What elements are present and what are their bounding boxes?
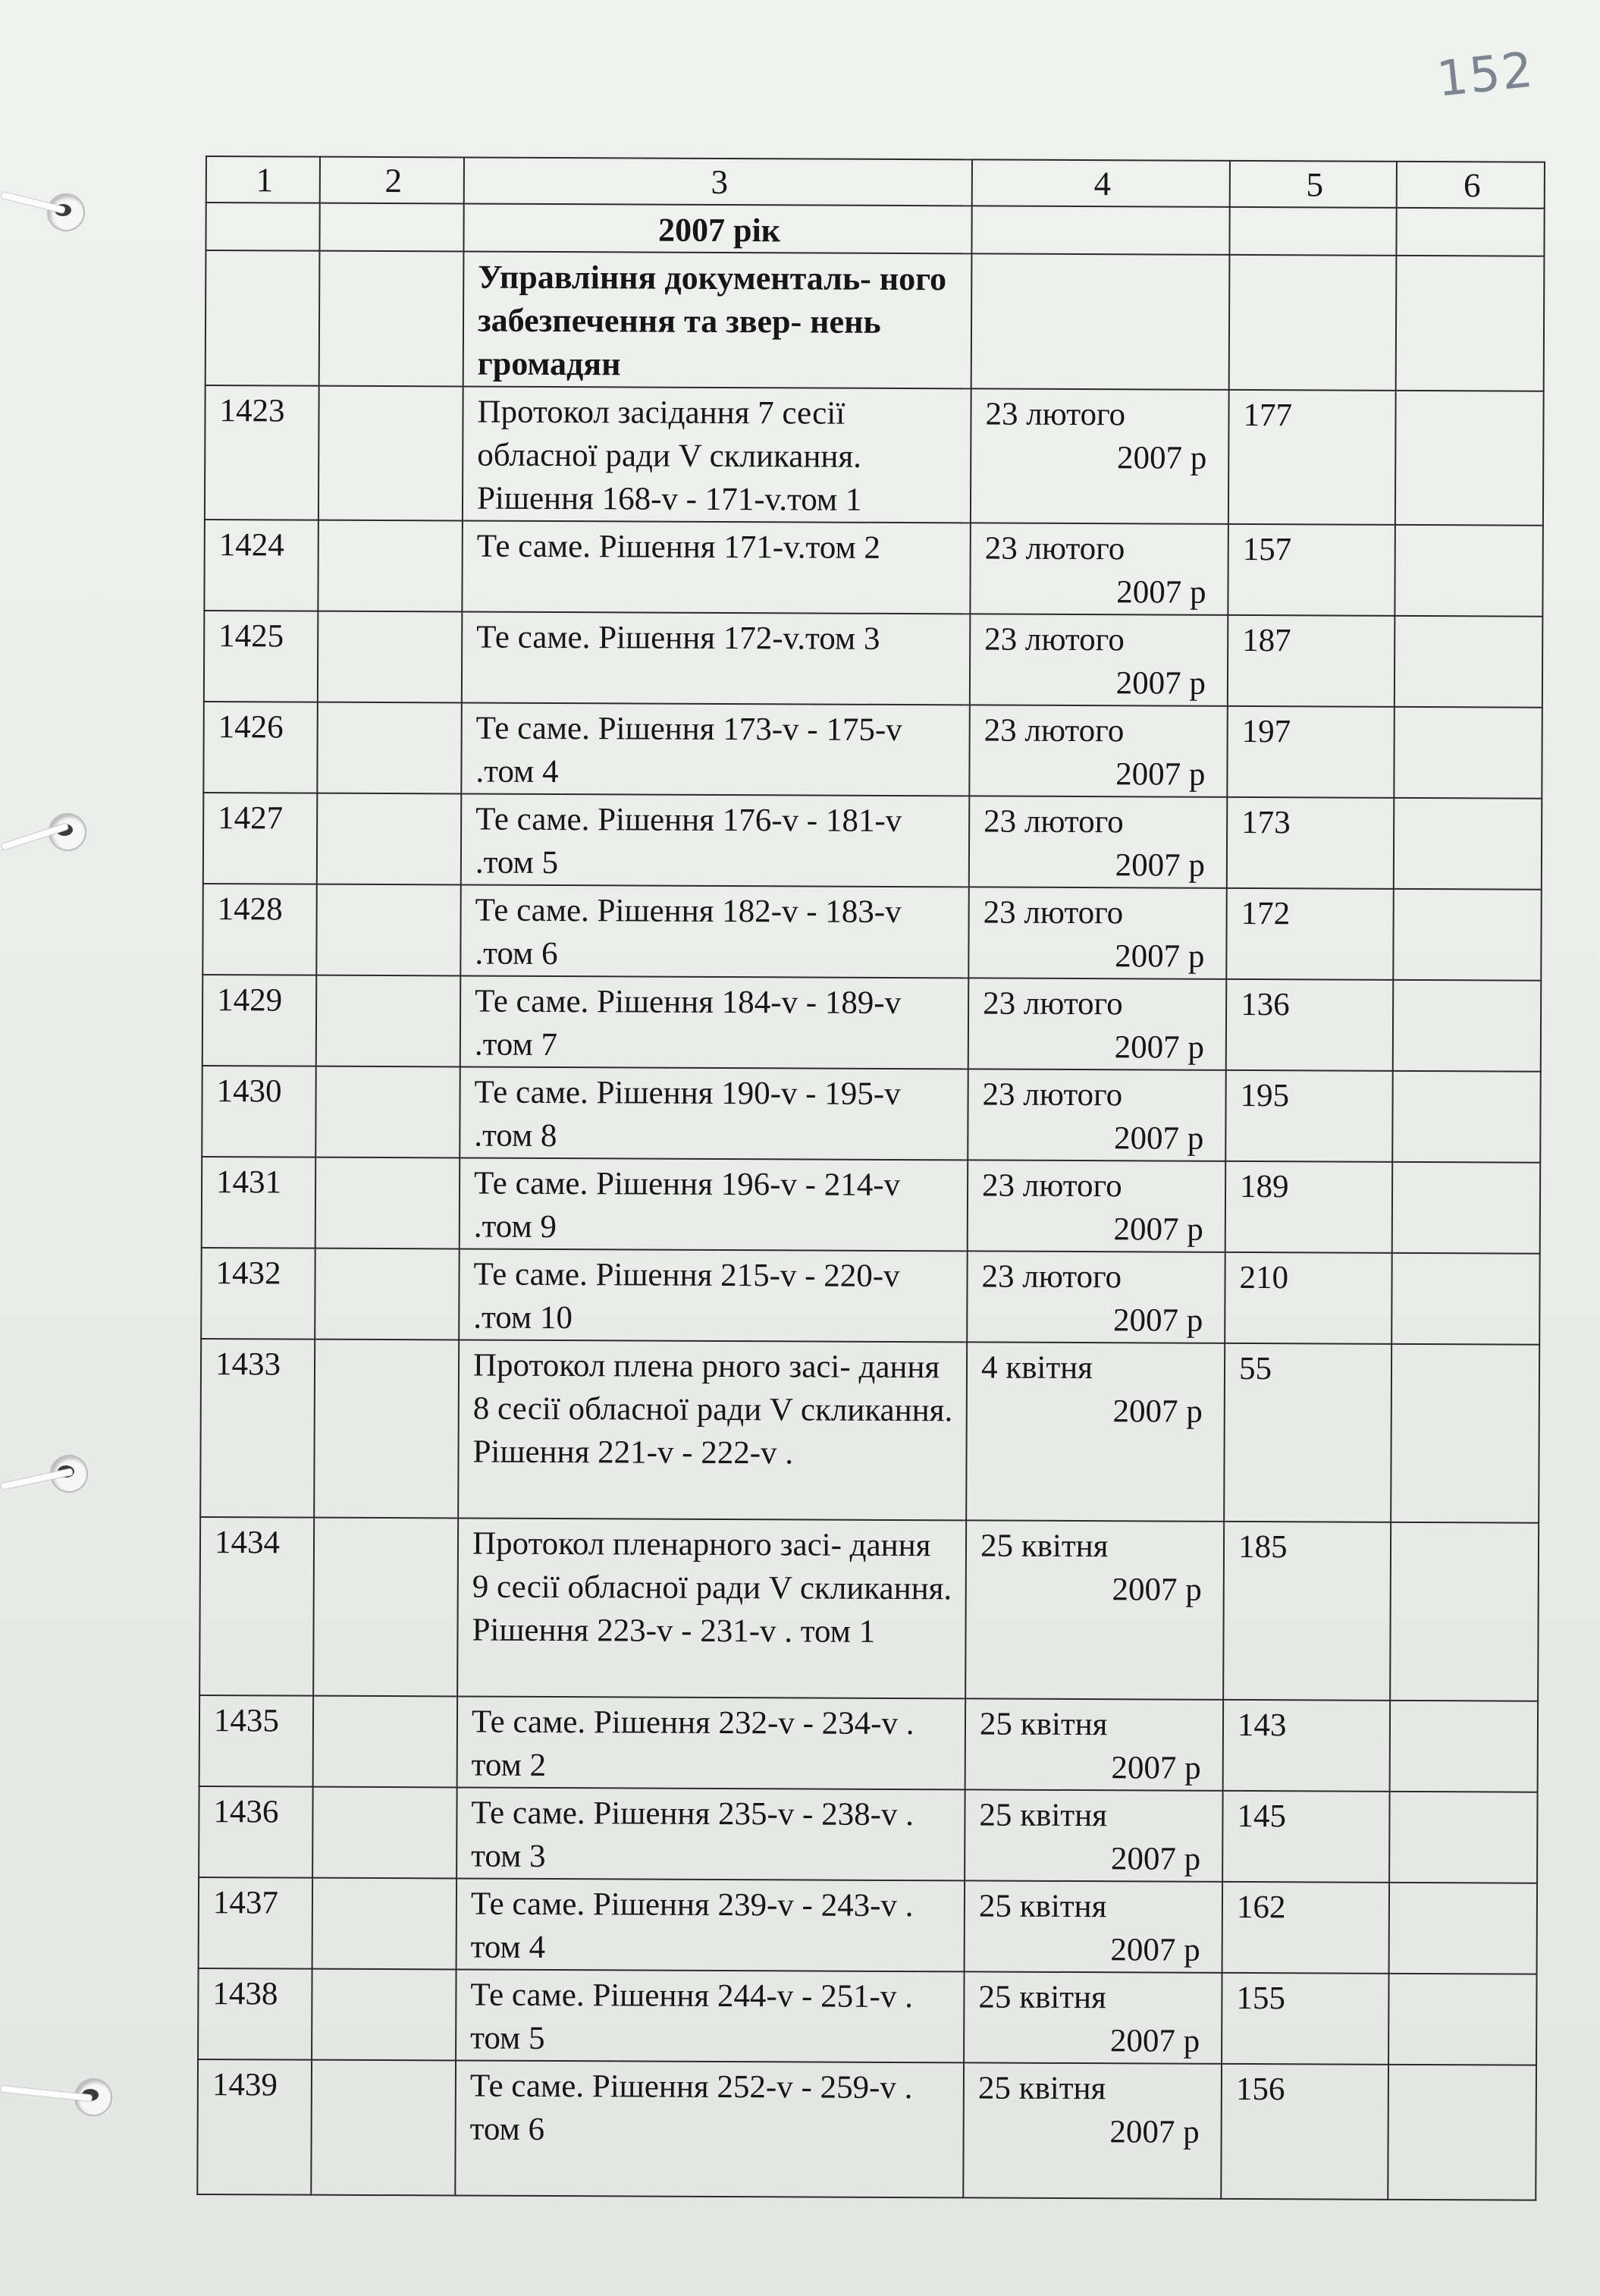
section-heading: Управління документаль- ного забезпечення та звер- нень громадян (463, 251, 972, 388)
record-date-day: 25 квітня (980, 1528, 1109, 1565)
empty-cell (1389, 1883, 1538, 1974)
column-number: 4 (972, 159, 1230, 206)
record-sheets: 197 (1227, 706, 1395, 798)
record-title: Те саме. Рішення 239-v - 243-v . том 4 (456, 1878, 965, 1971)
record-number: 1433 (200, 1339, 315, 1518)
table-row (203, 702, 1542, 799)
record-date-day: 25 квітня (978, 1888, 1107, 1925)
record-date (965, 1698, 1224, 1790)
record-title: Те саме. Рішення 171-v.том 2 (462, 520, 971, 614)
record-number: 1425 (204, 611, 318, 702)
table-row (199, 1517, 1539, 1701)
empty-cell (1393, 980, 1542, 1072)
record-sheets: 187 (1228, 615, 1395, 707)
record-date-day: 23 лютого (983, 985, 1123, 1022)
empty-cell (318, 611, 463, 703)
empty-cell (311, 2060, 456, 2196)
record-date (967, 1251, 1225, 1343)
empty-cell (1395, 391, 1544, 526)
record-date-year: 2007 р (1110, 1932, 1200, 1968)
record-date-year: 2007 р (1110, 1841, 1201, 1877)
record-date-year: 2007 р (1115, 938, 1205, 975)
record-sheets: 210 (1225, 1252, 1392, 1344)
record-date-year: 2007 р (1112, 1302, 1203, 1339)
record-date (970, 614, 1228, 705)
record-title: Те саме. Рішення 215-v - 220-v .том 10 (459, 1249, 968, 1342)
empty-cell (317, 793, 462, 885)
empty-cell (314, 1340, 459, 1519)
record-sheets: 185 (1223, 1522, 1391, 1701)
record-date-year: 2007 р (1112, 1572, 1202, 1608)
record-date (968, 1160, 1226, 1252)
column-number: 1 (206, 156, 320, 203)
record-number: 1424 (204, 520, 318, 611)
record-sheets: 136 (1226, 979, 1394, 1071)
record-number: 1432 (201, 1248, 315, 1340)
record-date-year: 2007 р (1114, 1029, 1204, 1066)
year-heading-row (205, 203, 1544, 256)
record-title: Те саме. Рішення 252-v - 259-v . том 6 (455, 2060, 964, 2197)
record-date-day: 23 лютого (983, 894, 1124, 931)
section-heading-row (205, 250, 1545, 391)
empty-cell (318, 520, 463, 612)
record-sheets: 157 (1228, 524, 1395, 616)
table-row (204, 520, 1543, 617)
record-number: 1431 (202, 1157, 316, 1249)
handwritten-page-number: 152 (1434, 42, 1537, 108)
empty-cell (312, 1787, 457, 1879)
record-date-year: 2007 р (1116, 574, 1206, 611)
record-date-year: 2007 р (1114, 1120, 1204, 1157)
table-row (199, 1877, 1538, 1974)
record-date-year: 2007 р (1109, 2114, 1200, 2150)
record-date-year: 2007 р (1115, 756, 1206, 793)
table-row (199, 1786, 1538, 1883)
empty-cell (1390, 1701, 1539, 1792)
table-row (204, 611, 1543, 708)
record-date-year: 2007 р (1112, 1393, 1203, 1430)
column-number: 2 (320, 157, 464, 204)
table-row (202, 884, 1542, 981)
empty-cell (313, 1696, 458, 1788)
record-sheets: 55 (1224, 1343, 1391, 1522)
record-number: 1435 (199, 1695, 314, 1787)
record-title: Протокол засідання 7 сесії обласної ради V скликання. Рішення 168-v - 171-v.том 1 (463, 386, 971, 523)
empty-cell (318, 386, 463, 521)
empty-cell (1394, 798, 1542, 890)
record-date-year: 2007 р (1115, 847, 1206, 884)
table-row (200, 1339, 1539, 1523)
record-date (969, 796, 1228, 887)
record-date-day: 23 лютого (984, 803, 1124, 840)
record-date-day: 25 квітня (977, 2070, 1106, 2107)
record-sheets: 177 (1228, 390, 1396, 525)
record-number: 1426 (203, 702, 318, 793)
empty-cell (1392, 1162, 1541, 1254)
record-sheets: 155 (1222, 1973, 1389, 2065)
registry-table (196, 155, 1545, 2201)
empty-cell (1388, 2065, 1536, 2200)
record-date (965, 1520, 1224, 1699)
record-date-year: 2007 р (1116, 440, 1207, 476)
column-number: 5 (1230, 161, 1397, 208)
record-date-year: 2007 р (1115, 665, 1206, 702)
record-title: Те саме. Рішення 176-v - 181-v .том 5 (461, 793, 970, 887)
record-title: Те саме. Рішення 244-v - 251-v . том 5 (456, 1969, 965, 2062)
record-date-year: 2007 р (1111, 1750, 1201, 1786)
empty-cell (1394, 707, 1542, 799)
record-title: Те саме. Рішення 196-v - 214-v .том 9 (460, 1157, 968, 1251)
record-title: Протокол плена рного засі- дання 8 сесії обласної ради V скликання. Рішення 221-v - 222-v . (458, 1340, 967, 1520)
record-date-day: 4 квітня (980, 1349, 1093, 1387)
record-number: 1423 (205, 385, 319, 520)
table-row (202, 975, 1542, 1072)
empty-cell (1390, 1522, 1539, 1701)
record-date (966, 1342, 1225, 1521)
record-date-day: 25 квітня (979, 1706, 1108, 1743)
record-sheets: 145 (1222, 1791, 1390, 1883)
empty-cell (313, 1518, 458, 1697)
record-date (965, 1789, 1223, 1881)
record-number: 1429 (202, 975, 317, 1066)
column-number: 6 (1397, 162, 1545, 209)
record-date (964, 1971, 1222, 2063)
empty-cell (317, 702, 462, 794)
empty-cell (312, 1969, 456, 2061)
empty-cell (1393, 889, 1542, 981)
binder-hole-top (47, 193, 85, 231)
empty-cell (315, 1066, 460, 1158)
empty-cell (1389, 1792, 1538, 1883)
record-number: 1436 (199, 1786, 313, 1878)
column-number-row (206, 156, 1545, 209)
record-date (968, 1069, 1226, 1161)
table-row (202, 1157, 1541, 1254)
year-heading: 2007 рік (463, 203, 971, 253)
record-number: 1428 (202, 884, 317, 975)
record-date (970, 523, 1228, 614)
record-date (963, 2062, 1222, 2198)
empty-cell (1395, 616, 1543, 708)
table-row (201, 1248, 1540, 1345)
empty-cell (316, 975, 461, 1067)
record-number: 1427 (203, 793, 318, 884)
record-sheets: 195 (1225, 1070, 1393, 1162)
record-sheets: 156 (1221, 2064, 1388, 2200)
empty-cell (312, 1878, 457, 1970)
record-sheets: 189 (1225, 1161, 1393, 1253)
record-date-year: 2007 р (1113, 1211, 1203, 1248)
record-date (968, 887, 1227, 978)
record-number: 1439 (197, 2059, 312, 2195)
empty-cell (1391, 1253, 1540, 1345)
record-date-day: 25 квітня (978, 1979, 1107, 2016)
table-row (199, 1695, 1539, 1792)
empty-cell (316, 884, 461, 976)
record-number: 1438 (198, 1968, 312, 2060)
table-row (198, 1968, 1537, 2065)
record-number: 1434 (199, 1517, 314, 1696)
record-sheets: 162 (1222, 1882, 1390, 1974)
record-date-year: 2007 р (1109, 2023, 1200, 2059)
record-date-day: 23 лютого (981, 1258, 1122, 1296)
table-row (197, 2059, 1536, 2200)
table-row (203, 793, 1542, 890)
table-row (205, 385, 1544, 526)
record-date (969, 705, 1228, 796)
record-title: Те саме. Рішення 235-v - 238-v . том 3 (456, 1787, 965, 1880)
empty-cell (1388, 1974, 1537, 2065)
empty-cell (1395, 525, 1543, 617)
record-date-day: 23 лютого (982, 1076, 1123, 1113)
record-number: 1437 (199, 1877, 313, 1969)
table-row (202, 1066, 1541, 1163)
record-title: Те саме. Рішення 172-v.том 3 (462, 611, 971, 705)
record-title: Те саме. Рішення 173-v - 175-v .том 4 (461, 702, 970, 796)
record-date-day: 23 лютого (984, 621, 1125, 658)
record-sheets: 143 (1223, 1700, 1391, 1792)
record-date-day: 23 лютого (984, 712, 1125, 749)
record-sheets: 172 (1226, 888, 1394, 980)
record-title: Те саме. Рішення 182-v - 183-v .том 6 (460, 884, 969, 978)
column-number: 3 (464, 157, 972, 206)
record-date-day: 25 квітня (979, 1797, 1108, 1834)
record-date (971, 388, 1229, 523)
record-title: Те саме. Рішення 190-v - 195-v .том 8 (460, 1066, 968, 1160)
record-date (965, 1880, 1223, 1972)
record-title: Те саме. Рішення 232-v - 234-v . том 2 (457, 1696, 966, 1789)
record-date-day: 23 лютого (984, 530, 1125, 567)
empty-cell (1392, 1071, 1541, 1163)
record-sheets: 173 (1227, 797, 1395, 889)
empty-cell (1391, 1344, 1539, 1523)
empty-cell (315, 1157, 460, 1249)
record-date-day: 23 лютого (985, 396, 1126, 433)
record-title: Протокол пленарного засі- дання 9 сесії обласної ради V скликання. Рішення 223-v - 231-v . том 1 (457, 1518, 966, 1698)
record-date-day: 23 лютого (981, 1167, 1122, 1205)
empty-cell (315, 1249, 460, 1340)
record-number: 1430 (202, 1066, 316, 1157)
record-title: Те саме. Рішення 184-v - 189-v .том 7 (460, 975, 969, 1069)
record-date (968, 978, 1227, 1069)
